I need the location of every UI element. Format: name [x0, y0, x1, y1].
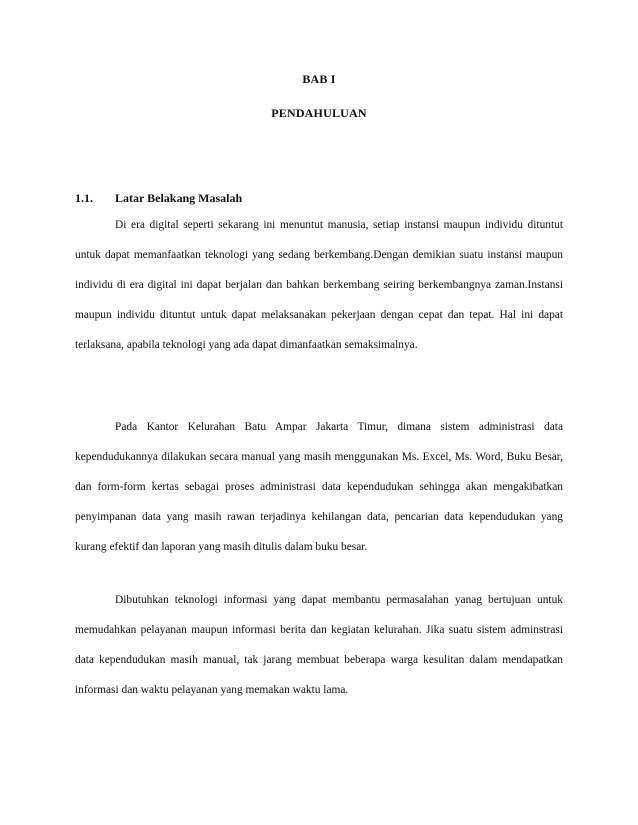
- chapter-title: PENDAHULUAN: [271, 106, 367, 120]
- section-heading: [75, 191, 242, 206]
- body-paragraph: Dibutuhkan teknologi informasi yang dapat membantu permasalahan yanag bertujuan untuk memudahkan pelayanan maupun informasi berita dan kegiatan kelurahan. Jika suatu sistem adminstrasi data kependudukan masih manual, tak jarang membuat beberapa warga kesulitan dalam mendapatkan informasi dan waktu pelayanan yang memakan waktu lama.: [75, 594, 563, 696]
- section-number: 1.1.: [75, 191, 93, 205]
- body-paragraph: Di era digital seperti sekarang ini menuntut manusia, setiap instansi maupun individu dituntut untuk dapat memanfaatkan teknologi yang sedang berkembang.Dengan demikian suatu instansi maupun individu di era digital ini dapat berjalan dan bahkan berkembang seiring berkembangnya zaman.Instansi maupun individu dituntut untuk dapat melaksanakan pekerjaan dengan cepat dan tepat. Hal ini dapat terlaksana, apabila teknologi yang ada dapat dimanfaatkan semaksimalnya.: [75, 219, 563, 351]
- section-title: Latar Belakang Masalah: [115, 191, 243, 205]
- body-paragraph: Pada Kantor Kelurahan Batu Ampar Jakarta Timur, dimana sistem administrasi data kependudukannya dilakukan secara manual yang masih menggunakan Ms. Excel, Ms. Word, Buku Besar, dan form-form kertas sebagai proses administrasi data kependudukan sehingga akan mengakibatkan penyimpanan data yang masih rawan terjadinya kehilangan data, pencarian data kependudukan yang kurang efektif dan laporan yang masih ditulis dalam buku besar.: [75, 421, 563, 553]
- chapter-label: BAB I: [302, 72, 336, 86]
